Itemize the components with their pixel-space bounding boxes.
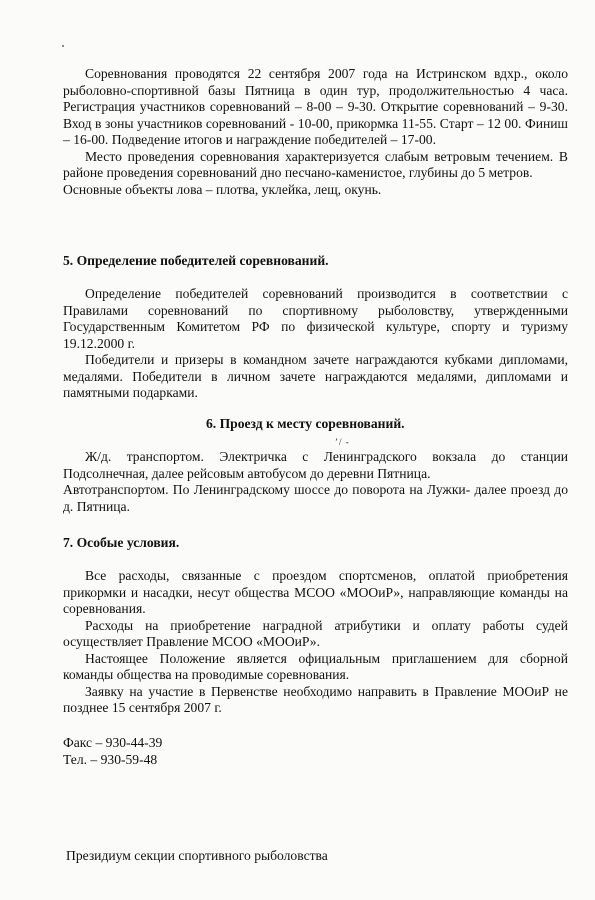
intro-paragraph-fish: Основные объекты лова – плотва, уклейка, лещ, окунь. [63,181,382,197]
section-5-heading: 5. Определение победителей соревнований. [63,253,329,268]
section-5-paragraph-awards: Победители и призеры в командном зачете награждаются кубками дипломами, медалями. Победители в личном зачете награждаются медалями, дипломами и памятными подарками. [63,352,568,400]
section-7-paragraph-expenses: Все расходы, связанные с проездом спортсменов, оплатой приобретения прикормки и насадки, несут общества МСОО «МООиР», направляющие команды на соревнования. [63,568,568,616]
fax-number: Факс – 930-44-39 [63,735,163,750]
section-6-paragraph-train: Ж/д. транспортом. Электричка с Ленинградского вокзала до станции Подсолнечная, далее рейсовым автобусом до деревни Пятница. [63,449,568,481]
section-7-paragraph-board-costs: Расходы на приобретение наградной атрибутики и оплату работы судей осуществляет Правление МСОО «МООиР». [63,617,568,649]
intro-block [63,66,568,198]
handwritten-mark: ʼ/ - [335,437,350,447]
section-7-heading: 7. Особые условия. [63,535,180,550]
section-6-paragraph-car: Автотранспортом. По Ленинградскому шоссе до поворота на Лужки- далее проезд до д. Пятница. [63,482,568,514]
section-7-paragraph-invitation: Настоящее Положение является официальным приглашением для сборной команды общества на проводимые соревнования. [63,650,568,682]
section-5-body [63,286,568,402]
section-7-paragraph-application: Заявку на участие в Первенстве необходимо направить в Правление МООиР не позднее 15 сентября 2007 г. [63,683,568,715]
section-6-heading: 6. Проезд к месту соревнований. [206,416,405,431]
signature-line: Президиум секции спортивного рыболовства [66,848,328,863]
section-6-body [63,449,568,515]
scan-speck [62,45,64,47]
intro-paragraph-venue: Место проведения соревнования характеризуется слабым ветровым течением. В районе проведения соревнований дно песчано-каменистое, глубины до 5 метров. [63,148,568,180]
phone-number: Тел. – 930-59-48 [63,751,158,767]
section-5-paragraph-rules: Определение победителей соревнований производится в соответствии с Правилами соревнований по спортивному рыболовству, утвержденными Государственным Комитетом РФ по физической культуре, спорту и туризму 19.12.2000 г. [63,286,568,351]
section-7-body [63,568,568,717]
intro-paragraph-schedule: Соревнования проводятся 22 сентября 2007 года на Истринском вдхр., около рыболовно-спортивной базы Пятница в один тур, продолжительностью 4 часа. Регистрация участников соревнований – 8-00 – 9-30. Открытие соревнований – 9-30. Вход в зоны участников соревнований - 10-00, прикормка 11-55. Старт – 12 00. Финиш – 16-00. Подведение итогов и награждение победителей – 17-00. [63,66,568,147]
contacts-block [63,735,568,768]
